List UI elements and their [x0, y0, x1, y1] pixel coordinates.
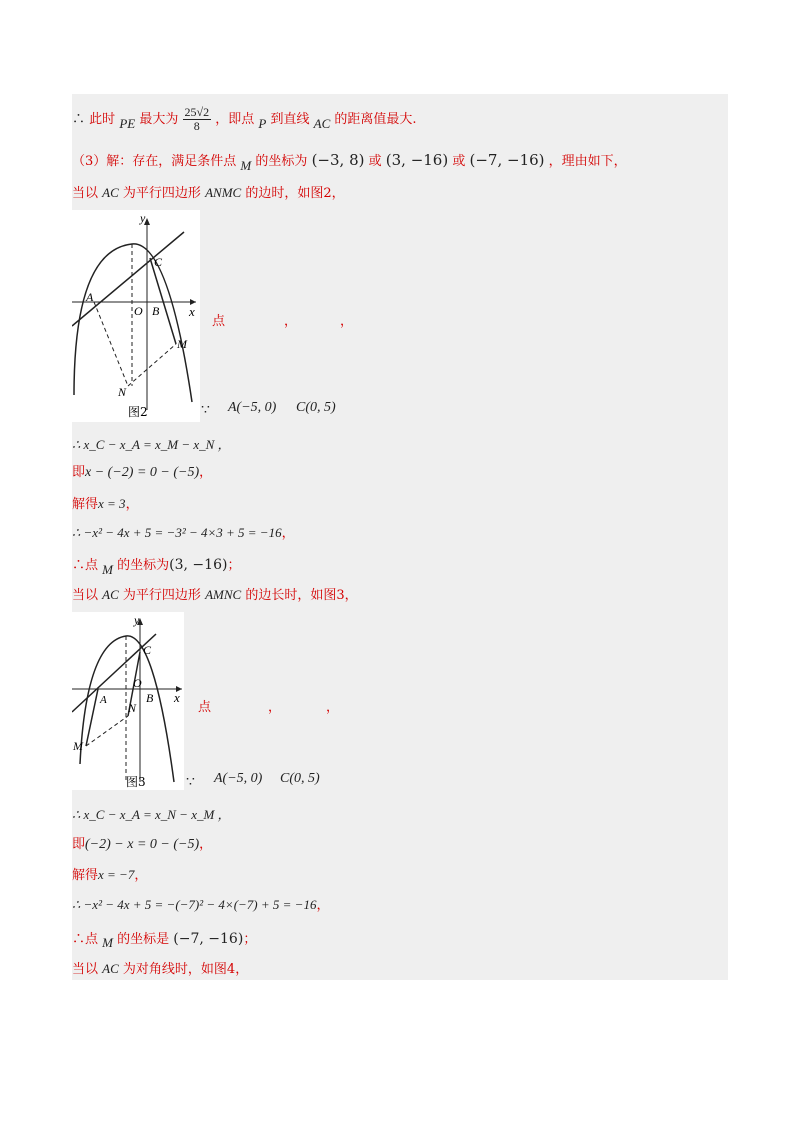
- label-n: N: [128, 701, 137, 715]
- figure-2-graph: [72, 210, 200, 422]
- segment-mn: [86, 716, 128, 746]
- line-5: ∴ x_C − x_A = x_M − x_N ，: [72, 437, 231, 452]
- label-m: M: [177, 337, 187, 351]
- label-y: y: [140, 211, 146, 225]
- point-a-coord: A(−5, 0): [228, 400, 277, 415]
- label-b: B: [146, 691, 154, 705]
- line-14: 解得x = −7，: [72, 867, 148, 883]
- figure-3: [72, 612, 184, 790]
- label-c: C: [154, 255, 163, 269]
- figure-caption: 图3: [126, 775, 146, 789]
- figure-3-graph: [72, 612, 184, 790]
- because-symbol: ∵: [186, 774, 195, 790]
- label-y: y: [134, 613, 140, 627]
- label-a: A: [100, 694, 107, 706]
- line-9: ∴点 M 的坐标为(3, −16)；: [72, 557, 241, 577]
- figure-2: [72, 210, 200, 422]
- because-symbol: ∵: [201, 402, 210, 418]
- line-2: （3）解：存在，满足条件点 M 的坐标为 (−3, 8) 或 (3, −16) 或 (−7, −16) ，理由如下，: [72, 151, 627, 173]
- line-15: ∴ −x² − 4x + 5 = −(−7)² − 4×(−7) + 5 = −16，: [72, 897, 330, 913]
- line-8: ∴ −x² − 4x + 5 = −3² − 4×3 + 5 = −16，: [72, 525, 295, 541]
- label-o: O: [134, 304, 143, 318]
- line-13: 即(−2) − x = 0 − (−5)，: [72, 837, 213, 852]
- line-10: 当以 AC 为平行四边形 AMNC 的边长时，如图3，: [72, 587, 358, 603]
- label-m: M: [73, 739, 83, 753]
- line-12: ∴ x_C − x_A = x_N − x_M ，: [72, 807, 231, 822]
- segment-nm: [128, 344, 176, 386]
- label-n: N: [118, 385, 127, 399]
- label-x: x: [174, 690, 180, 705]
- line-1: ∴ 此时 PE 最大为 $\frac{25√2}{8}$ ，即点 P 到直线 AC 的距离值最大.: [72, 105, 417, 133]
- line-17: 当以 AC 为对角线时，如图4，: [72, 961, 249, 977]
- therefore-symbol: ∴: [72, 112, 86, 127]
- figure-caption: 图2: [128, 405, 148, 419]
- line-6: 即x − (−2) = 0 − (−5)，: [72, 465, 213, 480]
- point-c-coord: C(0, 5): [296, 400, 336, 415]
- label-a: A: [86, 290, 94, 304]
- label-o: O: [133, 676, 142, 690]
- point-c-coord: C(0, 5): [280, 771, 320, 786]
- line-7: 解得x = 3，: [72, 496, 139, 512]
- fraction: $\frac{25√2}{8}$: [184, 105, 210, 133]
- label-b: B: [152, 304, 160, 318]
- label-c: C: [143, 643, 152, 657]
- label-x: x: [189, 304, 195, 319]
- line-ac: [72, 232, 184, 326]
- point-a-coord: A(−5, 0): [214, 771, 263, 786]
- segment-an: [94, 302, 128, 386]
- line-3: 当以 AC 为平行四边形 ANMC 的边时，如图2，: [72, 185, 345, 201]
- parabola-curve: [74, 244, 192, 402]
- line-16: ∴点 M 的坐标是 (−7, −16)；: [72, 931, 257, 950]
